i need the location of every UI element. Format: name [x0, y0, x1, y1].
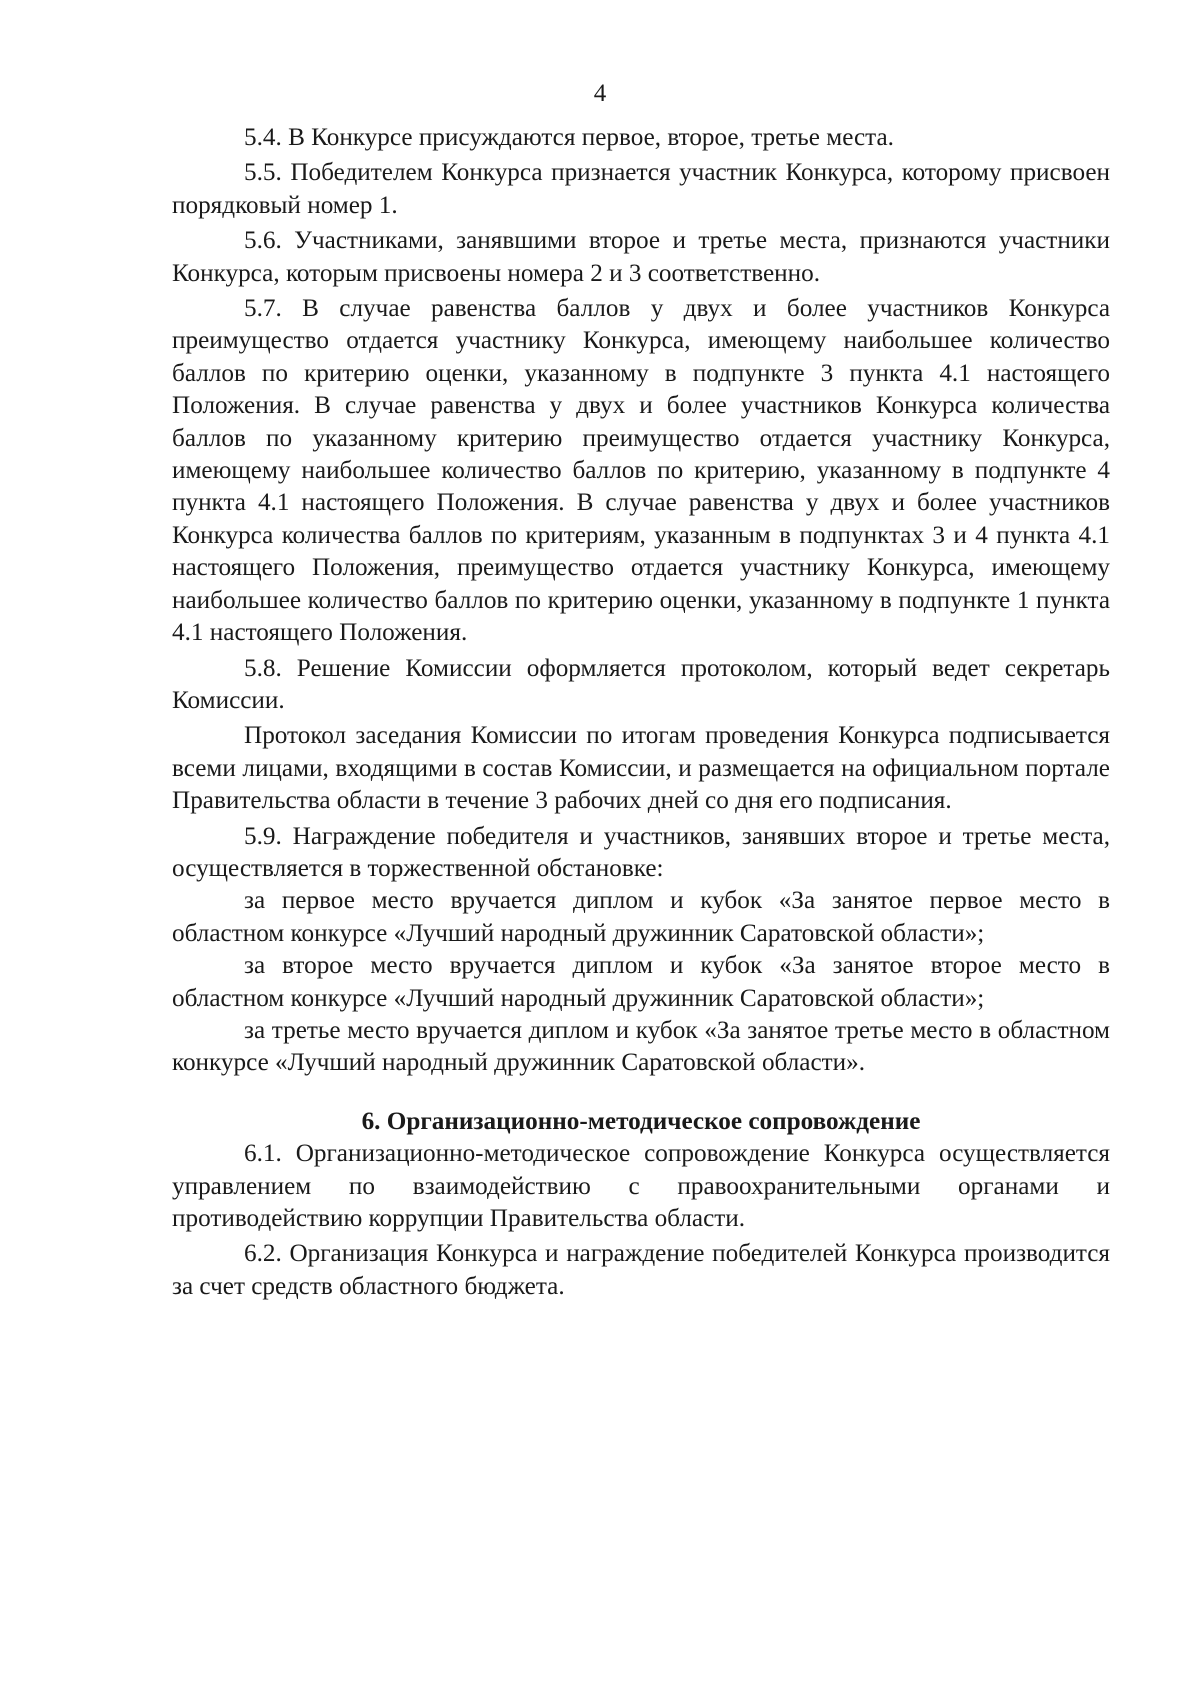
- paragraph-protocol: Протокол заседания Комиссии по итогам проведения Конкурса подписывается всеми лицами, входящими в состав Комиссии, и размещается на официальном портале Правительства области в течение 3 рабочих дней со дня его подписания.: [172, 722, 1110, 815]
- section-6-heading: 6. Организационно-методическое сопровождение: [361, 1107, 921, 1135]
- document-body: [172, 122, 1110, 1303]
- paragraph-5-6: 5.6. Участниками, занявшими второе и третье места, признаются участники Конкурса, которым присвоены номера 2 и 3 соответственно.: [172, 227, 1110, 287]
- paragraph-5-7: 5.7. В случае равенства баллов у двух и более участников Конкурса преимущество отдается участнику Конкурса, имеющему наибольшее количество баллов по критерию оценки, указанному в подпункте 3 пункта 4.1 настоящего Положения. В случае равенства у двух и более участников Конкурса количества баллов по указанному критерию преимущество отдается участнику Конкурса, имеющему наибольшее количество баллов по критерию, указанному в подпункте 4 пункта 4.1 настоящего Положения. В случае равенства у двух и более участников Конкурса количества баллов по критериям, указанным в подпунктах 3 и 4 пункта 4.1 настоящего Положения, преимущество отдается участнику Конкурса, имеющему наибольшее количество баллов по критерию оценки, указанному в подпункте 1 пункта 4.1 настоящего Положения.: [172, 295, 1110, 647]
- paragraph-second-place: за второе место вручается диплом и кубок «За занятое второе место в областном конкурсе «Лучший народный дружинник Саратовской области»;: [172, 952, 1110, 1012]
- paragraph-5-9: 5.9. Награждение победителя и участников, занявших второе и третье места, осуществляется в торжественной обстановке:: [172, 822, 1110, 882]
- paragraph-third-place: за третье место вручается диплом и кубок «За занятое третье место в областном конкурсе «Лучший народный дружинник Саратовской области».: [172, 1016, 1110, 1077]
- paragraph-5-5: 5.5. Победителем Конкурса признается участник Конкурса, которому присвоен порядковый номер 1.: [172, 159, 1110, 219]
- page-number: 4: [593, 80, 607, 107]
- paragraph-first-place: за первое место вручается диплом и кубок «За занятое первое место в областном конкурсе «Лучший народный дружинник Саратовской области»;: [172, 887, 1110, 947]
- paragraph-6-1: 6.1. Организационно-методическое сопровождение Конкурса осуществляется управлением по взаимодействию с правоохранительными органами и противодействию коррупции Правительства области.: [172, 1140, 1110, 1232]
- paragraph-6-2: 6.2. Организация Конкурса и награждение победителей Конкурса производится за счет средств областного бюджета.: [172, 1240, 1110, 1300]
- paragraph-5-4: 5.4. В Конкурсе присуждаются первое, второе, третье места.: [244, 124, 894, 151]
- paragraph-5-8: 5.8. Решение Комиссии оформляется протоколом, который ведет секретарь Комиссии.: [172, 654, 1110, 714]
